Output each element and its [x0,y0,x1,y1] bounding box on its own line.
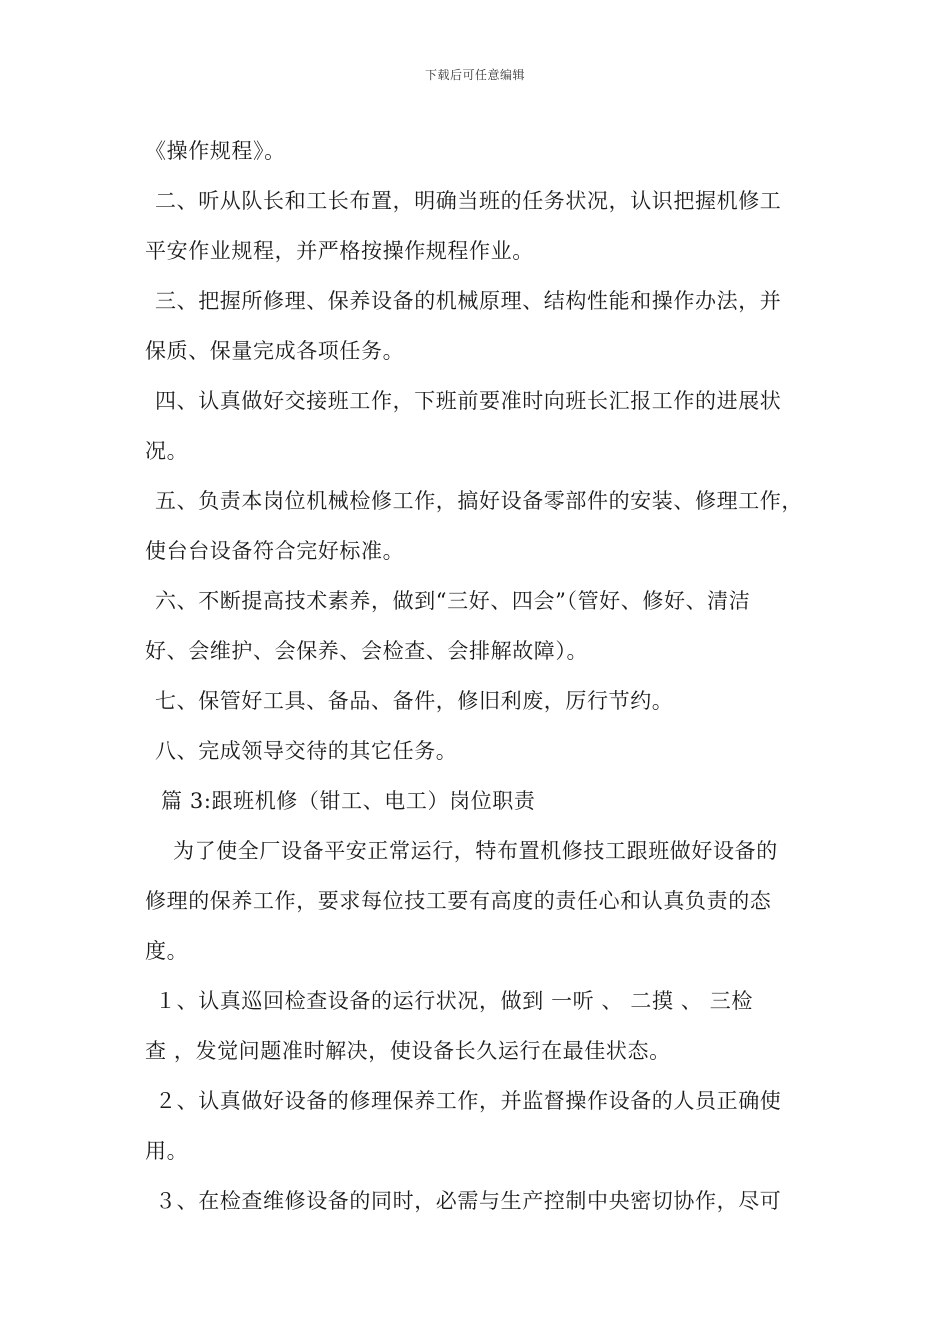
text-line: 况。 [145,439,189,463]
section-heading: 篇 3:跟班机修（钳工、电工）岗位职责 [161,789,536,813]
text-line: ２、认真做好设备的修理保养工作，并监督操作设备的人员正确使 [155,1089,782,1113]
text-line: 保质、保量完成各项任务。 [145,339,405,363]
document-body [145,126,825,1226]
text-line: 查 ，发觉问题准时解决，使设备长久运行在最佳状态。 [145,1039,671,1063]
page-header: 下载后可任意编辑 [424,68,525,82]
text-line: 八、完成领导交待的其它任务。 [155,739,458,763]
text-line: 平安作业规程，并严格按操作规程作业。 [145,239,534,263]
text-line: 使台台设备符合完好标准。 [145,539,405,563]
text-line: 为了使全厂设备平安正常运行，特布置机修技工跟班做好设备的 [173,839,778,863]
text-line: 度。 [145,939,189,963]
text-line: 四、认真做好交接班工作，下班前要准时向班长汇报工作的进展状 [155,389,782,413]
text-line: 好、会维护、会保养、会检查、会排解故障）。 [145,639,589,663]
text-line: 三、把握所修理、保养设备的机械原理、结构性能和操作办法，并 [155,289,782,313]
text-line: 《操作规程》。 [145,139,286,163]
text-line: 五、负责本岗位机械检修工作，搞好设备零部件的安装、修理工作， [155,489,803,513]
text-line: １、认真巡回检查设备的运行状况，做到 一听 、 二摸 、 三检 [155,989,753,1013]
text-line: 六、不断提高技术素养，做到“三好、四会”（管好、修好、清洁 [155,589,751,613]
text-line: 修理的保养工作，要求每位技工要有高度的责任心和认真负责的态 [145,889,772,913]
text-line: 二、听从队长和工长布置，明确当班的任务状况，认识把握机修工 [155,189,782,213]
text-line: 用。 [145,1139,189,1163]
text-line: ３、在检查维修设备的同时，必需与生产控制中央密切协作，尽可 [155,1189,782,1213]
text-line: 七、保管好工具、备品、备件，修旧利废，厉行节约。 [155,689,674,713]
